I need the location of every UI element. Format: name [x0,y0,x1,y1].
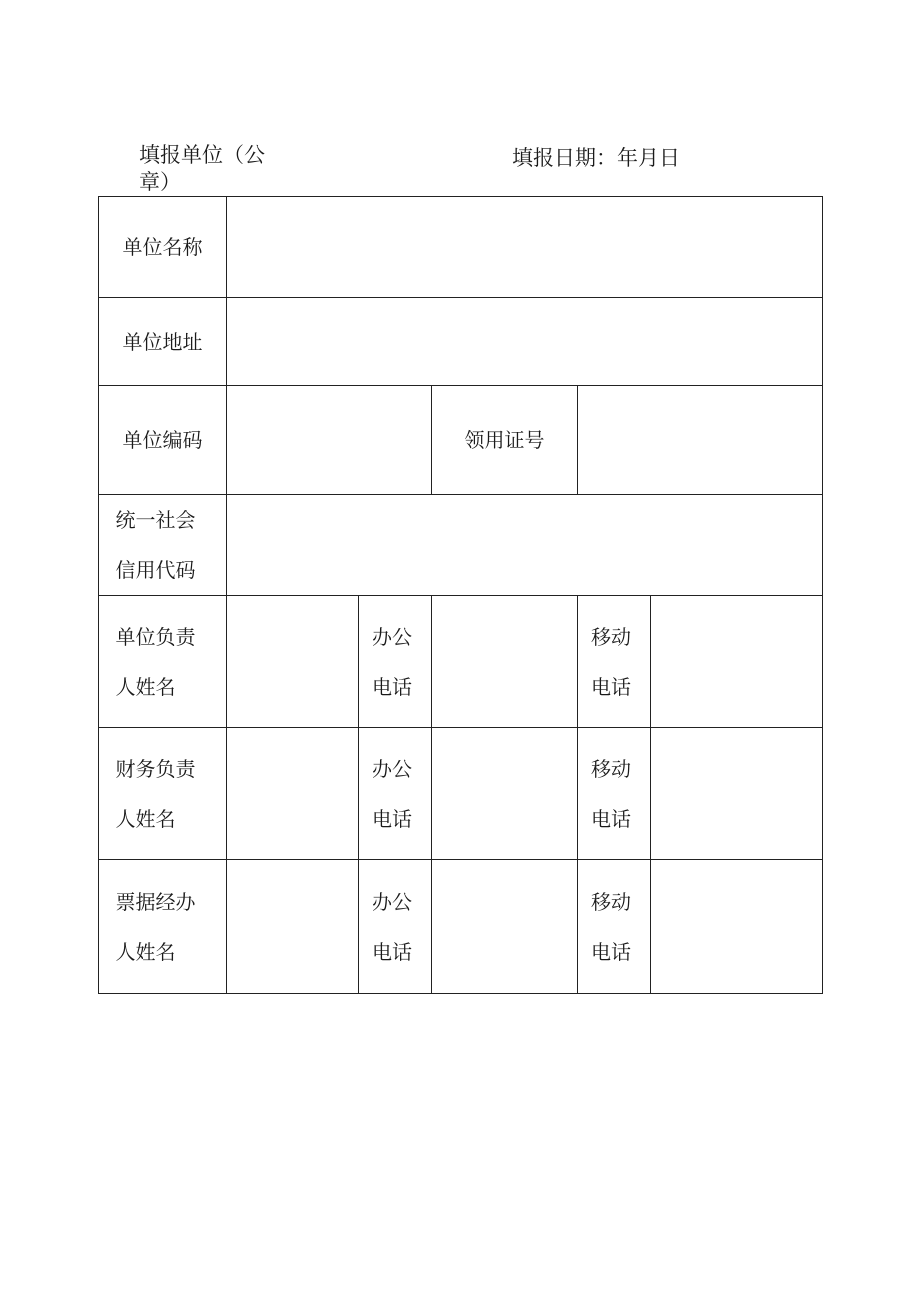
invoice-handler-mobile-phone-label: 移动电话 [578,860,651,994]
row-unit-code [99,386,823,495]
fill-date-label: 填报日期：年月日 [512,146,680,170]
finance-head-office-phone-field[interactable] [432,728,578,860]
finance-head-office-phone-label: 办公电话 [359,728,432,860]
unit-name-field[interactable] [227,197,823,298]
registration-form-table [98,196,823,994]
row-unit-head [99,596,823,728]
invoice-handler-office-phone-label: 办公电话 [359,860,432,994]
unit-head-mobile-phone-field[interactable] [651,596,823,728]
unit-name-label: 单位名称 [99,197,227,298]
unit-head-label: 单位负责人姓名 [99,596,227,728]
unit-seal-label: 填报单位（公章） [139,143,265,194]
row-credit-code [99,495,823,596]
invoice-handler-label: 票据经办人姓名 [99,860,227,994]
finance-head-label: 财务负责人姓名 [99,728,227,860]
unit-address-label: 单位地址 [99,298,227,386]
unit-head-name-field[interactable] [227,596,359,728]
credit-code-label: 统一社会信用代码 [99,495,227,596]
credit-code-field[interactable] [227,495,823,596]
unit-code-label: 单位编码 [99,386,227,495]
license-no-field[interactable] [578,386,823,495]
license-no-label: 领用证号 [432,386,578,495]
unit-address-field[interactable] [227,298,823,386]
unit-head-mobile-phone-label: 移动电话 [578,596,651,728]
row-invoice-handler [99,860,823,994]
unit-head-office-phone-field[interactable] [432,596,578,728]
finance-head-name-field[interactable] [227,728,359,860]
row-finance-head [99,728,823,860]
finance-head-mobile-phone-label: 移动电话 [578,728,651,860]
invoice-handler-mobile-phone-field[interactable] [651,860,823,994]
finance-head-mobile-phone-field[interactable] [651,728,823,860]
invoice-handler-name-field[interactable] [227,860,359,994]
row-unit-address [99,298,823,386]
unit-code-field[interactable] [227,386,432,495]
row-unit-name [99,197,823,298]
invoice-handler-office-phone-field[interactable] [432,860,578,994]
unit-head-office-phone-label: 办公电话 [359,596,432,728]
